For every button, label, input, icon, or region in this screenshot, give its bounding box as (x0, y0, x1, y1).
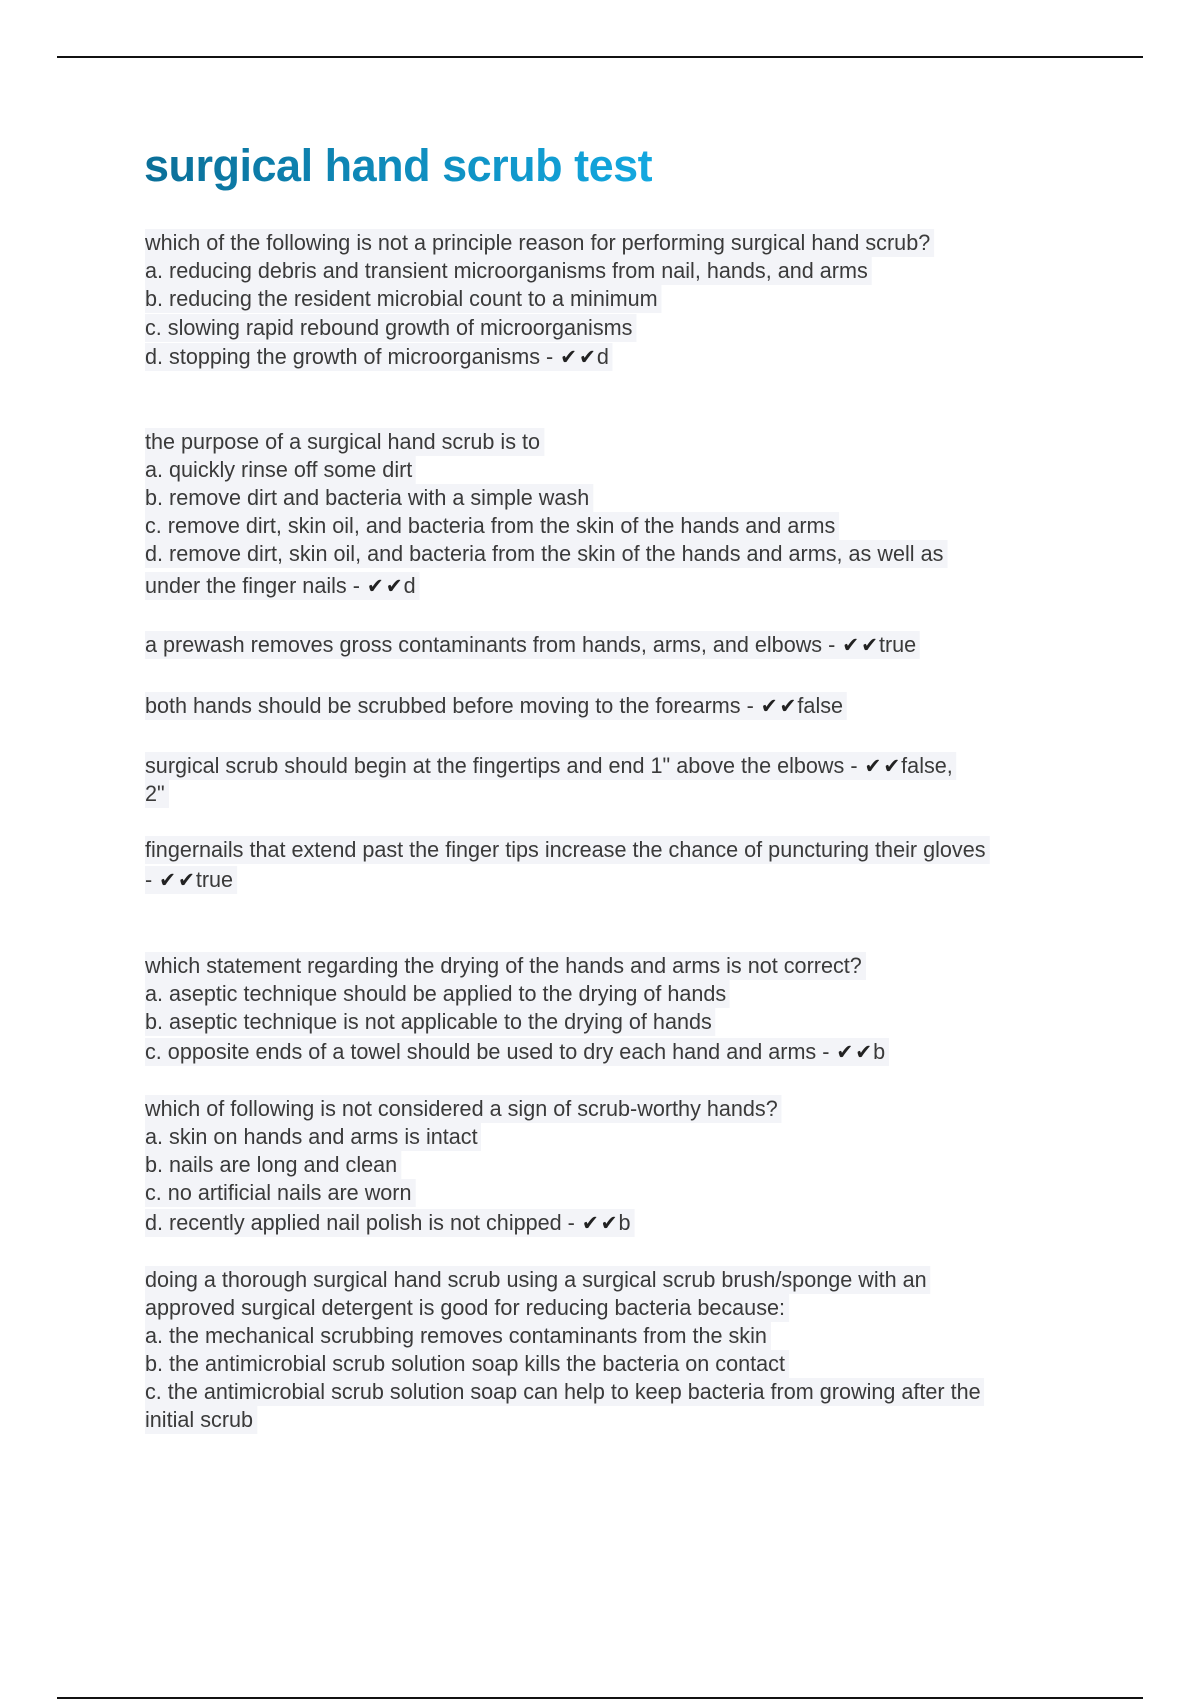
line-text: a. the mechanical scrubbing removes contaminants from the skin (145, 1323, 767, 1348)
check-mark-icon: ✔ (861, 634, 879, 657)
line-text: doing a thorough surgical hand scrub using a surgical scrub brush/sponge with an (145, 1267, 927, 1292)
question-8-line (145, 1095, 782, 1123)
question-1-line (145, 229, 934, 257)
check-mark-icon: ✔ (864, 755, 882, 778)
question-6-line (145, 836, 989, 864)
answer-text: b (618, 1210, 631, 1235)
answer-text: d (596, 344, 609, 369)
line-text: b. reducing the resident microbial count to a minimum (145, 286, 658, 311)
check-mark-icon: ✔ (159, 869, 177, 892)
answer-text: d (403, 573, 416, 598)
line-text: d. remove dirt, skin oil, and bacteria from the skin of the hands and arms, as well as (145, 541, 944, 566)
question-9-line (145, 1294, 789, 1322)
question-9-line (145, 1378, 984, 1406)
question-2-line (145, 428, 544, 456)
line-text: d. stopping the growth of microorganisms - (145, 344, 560, 369)
question-7-line (145, 980, 730, 1008)
line-text: c. opposite ends of a towel should be used to dry each hand and arms - (145, 1039, 836, 1064)
question-7-line (145, 1008, 716, 1036)
line-text: - (145, 867, 159, 892)
question-1-line (145, 257, 872, 285)
question-2-line (145, 484, 593, 512)
question-2-line (145, 512, 839, 540)
page-bottom-rule (57, 1697, 1143, 1699)
line-text: c. the antimicrobial scrub solution soap can help to keep bacteria from growing after the (145, 1379, 981, 1404)
check-mark-icon: ✔ (366, 575, 384, 598)
check-mark-icon: ✔ (842, 634, 860, 657)
line-text: under the finger nails - (145, 573, 366, 598)
question-9-line (145, 1406, 257, 1434)
check-mark-icon: ✔ (883, 755, 901, 778)
answer-text: true (878, 632, 917, 657)
question-8-line (145, 1179, 415, 1207)
question-1-line (145, 314, 636, 342)
question-2-line (145, 572, 419, 600)
check-mark-icon: ✔ (560, 346, 578, 369)
question-9-line (145, 1350, 789, 1378)
line-text: which statement regarding the drying of the hands and arms is not correct? (145, 953, 862, 978)
check-mark-icon: ✔ (385, 575, 403, 598)
check-mark-icon: ✔ (177, 869, 195, 892)
check-mark-icon: ✔ (578, 346, 596, 369)
answer-text: false, (901, 753, 953, 778)
line-text: b. aseptic technique is not applicable to the drying of hands (145, 1009, 712, 1034)
answer-text: b (873, 1039, 886, 1064)
check-mark-icon: ✔ (836, 1041, 854, 1064)
question-6-line (145, 866, 237, 894)
question-8-line (145, 1209, 634, 1237)
question-3-line (145, 631, 920, 659)
line-text: a. reducing debris and transient microorganisms from nail, hands, and arms (145, 258, 868, 283)
answer-text: false (797, 693, 844, 718)
question-5-line (145, 752, 957, 780)
question-8-line (145, 1151, 401, 1179)
line-text: the purpose of a surgical hand scrub is to (145, 429, 541, 454)
line-text: b. remove dirt and bacteria with a simple wash (145, 485, 590, 510)
line-text: 2" (145, 781, 165, 806)
question-2-line (145, 540, 947, 568)
line-text: b. the antimicrobial scrub solution soap kills the bacteria on contact (145, 1351, 785, 1376)
check-mark-icon: ✔ (581, 1212, 599, 1235)
answer-text: true (195, 867, 234, 892)
question-1-line (145, 343, 613, 371)
line-text: both hands should be scrubbed before moving to the forearms - (145, 693, 760, 718)
line-text: initial scrub (145, 1407, 254, 1432)
line-text: a. quickly rinse off some dirt (145, 457, 413, 482)
line-text: a. aseptic technique should be applied to the drying of hands (145, 981, 727, 1006)
question-9-line (145, 1322, 771, 1350)
question-8-line (145, 1123, 481, 1151)
question-9-line (145, 1266, 931, 1294)
line-text: surgical scrub should begin at the fingertips and end 1" above the elbows - (145, 753, 864, 778)
line-text: which of following is not considered a sign of scrub-worthy hands? (145, 1096, 778, 1121)
check-mark-icon: ✔ (855, 1041, 873, 1064)
check-mark-icon: ✔ (600, 1212, 618, 1235)
question-5-line (145, 780, 169, 808)
line-text: c. no artificial nails are worn (145, 1180, 412, 1205)
line-text: c. remove dirt, skin oil, and bacteria from the skin of the hands and arms (145, 513, 836, 538)
question-7-line (145, 952, 866, 980)
line-text: approved surgical detergent is good for reducing bacteria because: (145, 1295, 786, 1320)
line-text: which of the following is not a principle reason for performing surgical hand scrub? (145, 230, 931, 255)
page-title: surgical hand scrub test (144, 140, 653, 191)
line-text: a. skin on hands and arms is intact (145, 1124, 478, 1149)
line-text: fingernails that extend past the finger tips increase the chance of puncturing their gloves (145, 837, 986, 862)
question-2-line (145, 456, 416, 484)
line-text: d. recently applied nail polish is not chipped - (145, 1210, 581, 1235)
question-4-line (145, 692, 847, 720)
question-7-line (145, 1038, 889, 1066)
check-mark-icon: ✔ (779, 695, 797, 718)
line-text: b. nails are long and clean (145, 1152, 398, 1177)
top-rule (57, 56, 1143, 58)
line-text: c. slowing rapid rebound growth of microorganisms (145, 315, 633, 340)
question-1-line (145, 285, 661, 313)
check-mark-icon: ✔ (760, 695, 778, 718)
line-text: a prewash removes gross contaminants from hands, arms, and elbows - (145, 632, 842, 657)
